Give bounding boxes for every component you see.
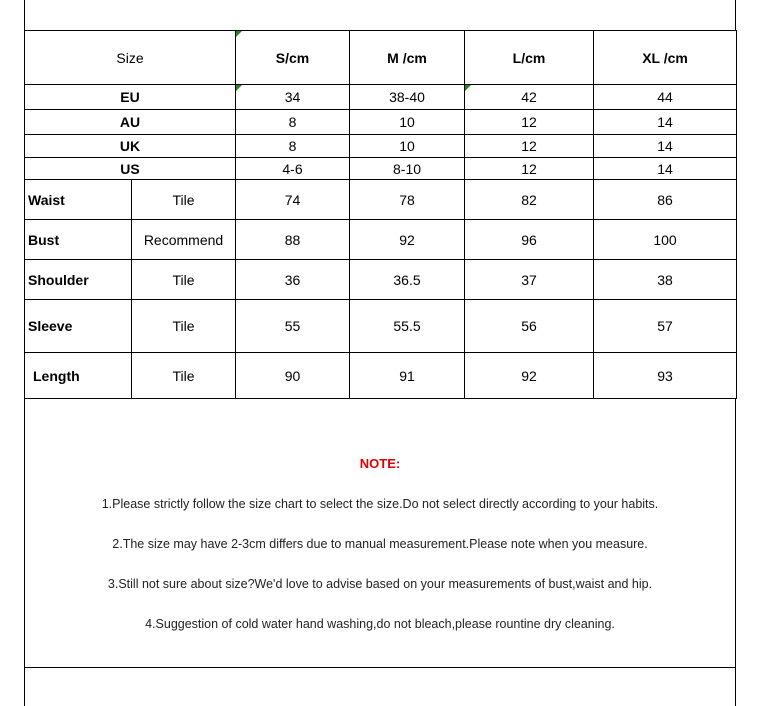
note-line-1: 1.Please strictly follow the size chart to select the size.Do not select directly according to your habits. (101, 497, 659, 511)
column-header-l: L/cm (465, 31, 594, 85)
note-section (24, 399, 736, 668)
measure-method: Tile (132, 353, 236, 399)
table-cell: 4-6 (236, 158, 350, 180)
bottom-left-divider (24, 668, 25, 706)
size-chart-table (24, 30, 737, 399)
measure-label-length: Length (25, 353, 132, 399)
table-cell: 57 (594, 300, 737, 353)
table-cell: 55 (236, 300, 350, 353)
measure-label-sleeve: Sleeve (25, 300, 132, 353)
size-title: Size (25, 31, 236, 85)
table-cell: 100 (594, 220, 737, 260)
table-cell: 92 (350, 220, 465, 260)
table-cell: 74 (236, 180, 350, 220)
table-row-bust (25, 220, 737, 260)
table-cell: 12 (465, 135, 594, 158)
measure-method: Tile (132, 300, 236, 353)
column-header-m: M /cm (350, 31, 465, 85)
top-left-divider (24, 0, 25, 30)
table-cell: 14 (594, 110, 737, 135)
table-cell: 78 (350, 180, 465, 220)
table-cell: 38 (594, 260, 737, 300)
table-cell: 92 (465, 353, 594, 399)
table-cell: 56 (465, 300, 594, 353)
note-line-4: 4.Suggestion of cold water hand washing,do not bleach,please rountine dry cleaning. (145, 617, 615, 631)
table-row-au (25, 110, 737, 135)
table-cell: 12 (465, 158, 594, 180)
table-cell: 8-10 (350, 158, 465, 180)
table-cell: 36.5 (350, 260, 465, 300)
bottom-right-divider (735, 668, 736, 706)
measure-method: Recommend (132, 220, 236, 260)
measure-label-bust: Bust (25, 220, 132, 260)
table-cell: 93 (594, 353, 737, 399)
table-cell: 82 (465, 180, 594, 220)
table-row-length (25, 353, 737, 399)
note-title: NOTE: (359, 456, 401, 471)
note-line-2: 2.The size may have 2-3cm differs due to manual measurement.Please note when you measure. (112, 537, 648, 551)
table-cell: 91 (350, 353, 465, 399)
measure-label-shoulder: Shoulder (25, 260, 132, 300)
table-cell: 37 (465, 260, 594, 300)
table-cell: 44 (594, 85, 737, 110)
table-cell: 10 (350, 135, 465, 158)
table-row-shoulder (25, 260, 737, 300)
table-cell: 90 (236, 353, 350, 399)
table-row-uk (25, 135, 737, 158)
column-header-s: S/cm (236, 31, 350, 85)
table-cell: 14 (594, 158, 737, 180)
region-label-uk: UK (25, 135, 236, 158)
table-cell: 55.5 (350, 300, 465, 353)
top-right-divider (735, 0, 736, 30)
table-cell: 10 (350, 110, 465, 135)
table-row-eu (25, 85, 737, 110)
table-cell: 14 (594, 135, 737, 158)
region-label-eu: EU (25, 85, 236, 110)
table-cell: 96 (465, 220, 594, 260)
table-row-us (25, 158, 737, 180)
region-label-au: AU (25, 110, 236, 135)
measure-method: Tile (132, 260, 236, 300)
table-cell: 34 (236, 85, 350, 110)
table-cell: 36 (236, 260, 350, 300)
region-label-us: US (25, 158, 236, 180)
table-cell: 42 (465, 85, 594, 110)
table-cell: 12 (465, 110, 594, 135)
measure-label-waist: Waist (25, 180, 132, 220)
table-row-waist (25, 180, 737, 220)
measure-method: Tile (132, 180, 236, 220)
column-header-xl: XL /cm (594, 31, 737, 85)
note-line-3: 3.Still not sure about size?We'd love to advise based on your measurements of bust,waist and hip. (107, 577, 653, 591)
table-cell: 8 (236, 135, 350, 158)
table-cell: 86 (594, 180, 737, 220)
table-cell: 88 (236, 220, 350, 260)
header-row (25, 31, 737, 85)
table-cell: 38-40 (350, 85, 465, 110)
table-row-sleeve (25, 300, 737, 353)
table-cell: 8 (236, 110, 350, 135)
